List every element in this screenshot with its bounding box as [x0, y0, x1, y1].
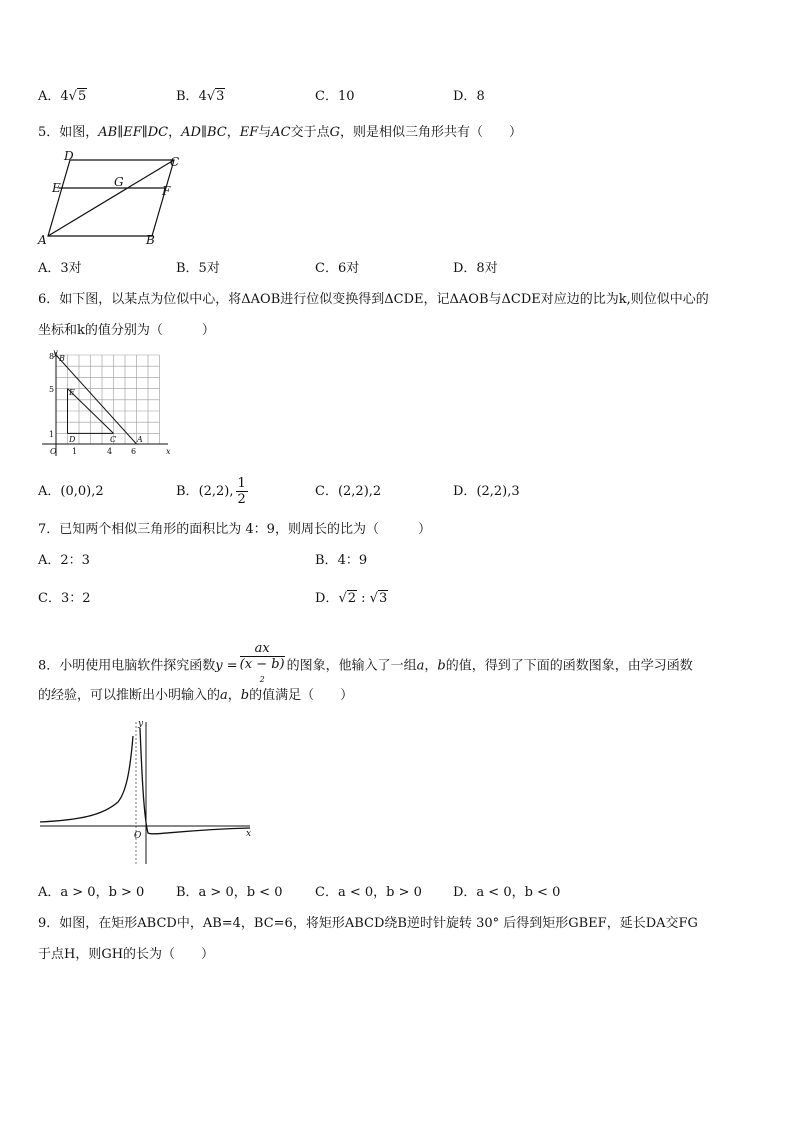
point-c-label: C [110, 435, 117, 444]
q6-stem-line1: 6．如下图，以某点为位似中心，将ΔAOB进行位似变换得到ΔCDE，记ΔAOB与ΔCDE对应边的比为k,则位似中心的 [38, 292, 709, 307]
q7-option-d: D．√2 : √3 [315, 591, 388, 606]
q6-option-a: A．(0,0),2 [38, 484, 104, 499]
point-e-label: E [69, 388, 75, 397]
label-d: D [64, 150, 74, 163]
y-tick-8: 8 [49, 352, 55, 361]
label-g: G [114, 175, 124, 189]
q4-option-d: D．8 [453, 89, 485, 104]
q6-option-d: D．(2,2),3 [453, 484, 520, 499]
q9-stem-line2: 于点H，则GH的长为（ ） [38, 947, 215, 962]
y-tick-1: 1 [49, 430, 55, 439]
q4-option-c: C．10 [315, 89, 355, 104]
origin-label: O [134, 831, 142, 841]
q5-option-d: D．8对 [453, 261, 498, 276]
x-tick-1: 1 [72, 447, 78, 456]
label-f: F [162, 184, 171, 198]
point-a-label: A [137, 435, 143, 444]
q9-stem-line1: 9．如图，在矩形ABCD中，AB=4，BC=6，将矩形ABCD绕B逆时针旋转 30° 后得到矩形GBEF，延长DA交FG [38, 916, 698, 931]
label-a: A [38, 233, 47, 246]
q5-stem: 5．如图，AB∥EF∥DC，AD∥BC，EF与AC交于点G，则是相似三角形共有（ ） [38, 125, 523, 140]
q7-stem: 7．已知两个相似三角形的面积比为 4：9，则周长的比为（ ） [38, 522, 431, 537]
q8-stem-line1: 8．小明使用电脑软件探究函数y = ax (x − b) $^2$ 的图象，他输入了一组a，b的值，得到了下面的函数图象，由学习函数 [38, 641, 693, 684]
q8-function-graph [38, 718, 258, 868]
q8-option-b: B．a > 0，b < 0 [176, 885, 283, 900]
q4-option-b: B．4√3 [176, 89, 225, 104]
q8-stem-line2: 的经验，可以推断出小明输入的a，b的值满足（ ） [38, 688, 354, 703]
right-branch-curve [140, 728, 250, 834]
q6-stem-line2: 坐标和k的值分别为（ ） [38, 323, 215, 338]
q8-option-c: C．a < 0，b > 0 [315, 885, 422, 900]
q5-option-a: A．3对 [38, 261, 82, 276]
q5-parallelogram-figure [34, 150, 194, 246]
label-c: C [170, 155, 180, 169]
x-axis-label: x [166, 447, 171, 456]
point-d-label: D [69, 435, 76, 444]
x-tick-6: 6 [131, 447, 137, 456]
y-tick-5: 5 [49, 385, 55, 394]
q7-option-c: C．3：2 [38, 591, 91, 606]
label-e: E [52, 181, 61, 195]
x-tick-4: 4 [107, 447, 113, 456]
q4-option-a: A．4√5 [38, 89, 87, 104]
q6-option-b: B．(2,2), $\frac{1}{2}$ [176, 476, 246, 507]
q5-option-c: C．6对 [315, 261, 360, 276]
q8-option-a: A．a > 0，b > 0 [38, 885, 145, 900]
q8-option-d: D．a < 0，b < 0 [453, 885, 561, 900]
label-b: B [146, 233, 155, 246]
q5-option-b: B．5对 [176, 261, 220, 276]
y-axis-label: y [53, 350, 58, 357]
q7-option-a: A．2：3 [38, 553, 90, 568]
q6-option-c: C．(2,2),2 [315, 484, 382, 499]
q6-grid-figure [38, 350, 178, 460]
left-branch-curve [40, 736, 133, 822]
point-b-label: B [59, 354, 65, 363]
q7-option-b: B．4：9 [315, 553, 368, 568]
y-axis-label: y [138, 719, 144, 729]
x-axis-label: x [246, 829, 252, 839]
origin-label: O [50, 447, 57, 456]
